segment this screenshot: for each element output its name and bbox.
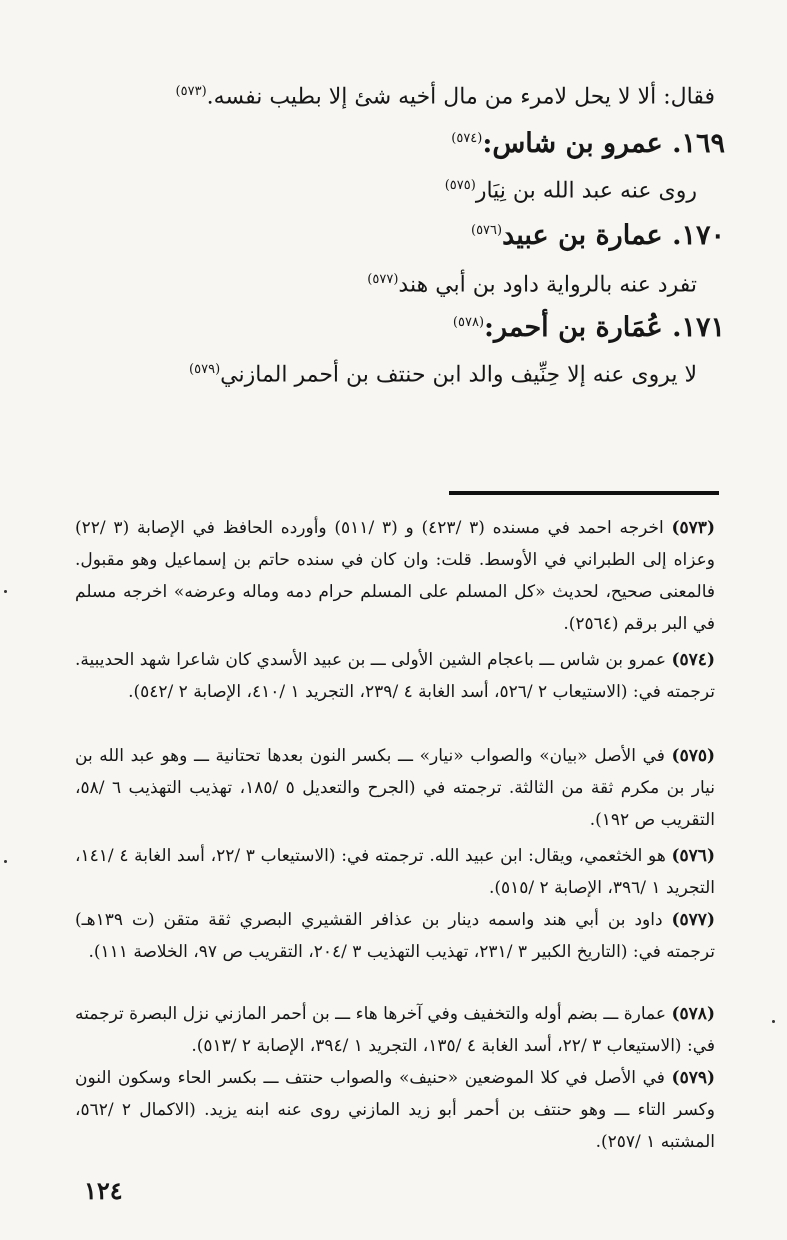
footnote-text: في الأصل في كلا الموضعين «حنيف» والصواب حنتف ـــ بكسر الحاء وسكون النون وكسر التاء ـــ وهو حنتف بن أحمر أبو زيد المازني روى عنه ابنه يزيد. (الاكمال ٢ /٥٦٢، المشتبه ١ /٢٥٧). [75, 1068, 715, 1152]
footnote-separator [449, 491, 719, 495]
footnote-573 [75, 512, 715, 640]
footnote-579 [75, 1062, 715, 1158]
footnote-number: (٥٧٤) [671, 650, 715, 670]
scan-speck [772, 1020, 775, 1023]
entry-title: ١٧١. عُمَارة بن أحمر: [484, 312, 725, 343]
footnote-number: (٥٧٧) [671, 910, 715, 930]
footnote-ref: (٥٧٥) [444, 178, 476, 193]
footnote-ref: (٥٧٩) [189, 362, 221, 377]
main-text: روى عنه عبد الله بن نِيَار [475, 178, 697, 204]
footnote-number: (٥٧٩) [671, 1068, 716, 1088]
footnote-578 [75, 998, 715, 1062]
footnote-number: (٥٧٨) [671, 1004, 715, 1024]
footnote-text: اخرجه احمد في مسنده (٣ /٤٢٣) و (٣ /٥١١) وأورده الحافظ في الإصابة (٣ /٢٢) وعزاه إلى الطبراني في الأوسط. قلت: وان كان في سنده حاتم بن إسماعيل وهو مقبول. فالمعنى صحيح، لحديث «كل المسلم على المسلم حرام دمه وماله وعرضه» اخرجه مسلم في البر برقم (٢٥٦٤). [75, 518, 715, 634]
footnote-ref: (٥٧٧) [367, 272, 399, 287]
main-text: لا يروى عنه إلا حِنِّيف والد ابن حنتف بن أحمر المازني [220, 362, 697, 388]
footnote-text: في الأصل «بيان» والصواب «نيار» ـــ بكسر النون بعدها تحتانية ـــ وهو عبد الله بن نيار بن مكرم ثقة من الثالثة. ترجمته في (الجرح والتعديل ٥ /١٨٥، تهذيب التهذيب ٦ /٥٨، التقريب ص ١٩٢). [75, 746, 715, 830]
main-text: تفرد عنه بالرواية داود بن أبي هند [398, 272, 697, 298]
main-text-line-7 [189, 362, 697, 387]
footnote-ref: (٥٧٦) [470, 223, 503, 238]
footnote-number: (٥٧٥) [671, 746, 716, 766]
footnote-577 [75, 904, 715, 968]
footnote-text: داود بن أبي هند واسمه دينار بن عذافر القشيري البصري ثقة متقن (ت ١٣٩هـ) ترجمته في: (التاريخ الكبير ٣ /٢٣١، تهذيب التهذيب ٣ /٢٠٤، التقريب ص ٩٧، الخلاصة ١١١). [75, 910, 715, 962]
footnote-number: (٥٧٣) [671, 518, 715, 538]
footnote-text: عمارة ـــ بضم أوله والتخفيف وفي آخرها هاء ـــ بن أحمر المازني نزل البصرة ترجمته في: (الاستيعاب ٣ /٢٢، أسد الغابة ٤ /١٣٥، التجريد ١ /٣٩٤، الإصابة ٢ /٥١٣). [75, 1004, 715, 1056]
footnote-575 [75, 740, 715, 836]
entry-title: ١٧٠. عمارة بن عبيد [502, 220, 725, 251]
footnote-number: (٥٧٦) [671, 846, 715, 866]
page-number: ١٢٤ [84, 1176, 123, 1205]
footnote-text: هو الخثعمي، ويقال: ابن عبيد الله. ترجمته في: (الاستيعاب ٣ /٢٢، أسد الغابة ٤ /١٤١، التجريد ١ /٣٩٦، الإصابة ٢ /٥١٥). [75, 846, 715, 898]
main-text-line-3 [445, 178, 697, 203]
footnote-ref: (٥٧٤) [451, 131, 483, 146]
scan-speck [4, 860, 7, 863]
main-text-line-1 [176, 84, 715, 109]
footnote-574 [75, 644, 715, 708]
entry-heading-171 [453, 312, 725, 343]
footnote-ref: (٥٧٨) [452, 315, 485, 330]
entry-heading-169 [451, 128, 725, 159]
entry-heading-170 [471, 220, 725, 251]
footnote-576 [75, 840, 715, 904]
footnote-text: عمرو بن شاس ـــ باعجام الشين الأولى ـــ بن عبيد الأسدي كان شاعرا شهد الحديبية. ترجمته في: (الاستيعاب ٢ /٥٢٦، أسد الغابة ٤ /٢٣٩، التجريد ١ /٤١٠، الإصابة ٢ /٥٤٢). [75, 650, 715, 702]
main-text: فقال: ألا لا يحل لامرء من مال أخيه شئ إلا بطيب نفسه. [206, 84, 715, 110]
scan-speck [4, 590, 7, 593]
main-text-line-5 [367, 272, 697, 297]
footnote-ref: (٥٧٣) [175, 84, 207, 99]
entry-title: ١٦٩. عمرو بن شاس: [482, 128, 725, 159]
